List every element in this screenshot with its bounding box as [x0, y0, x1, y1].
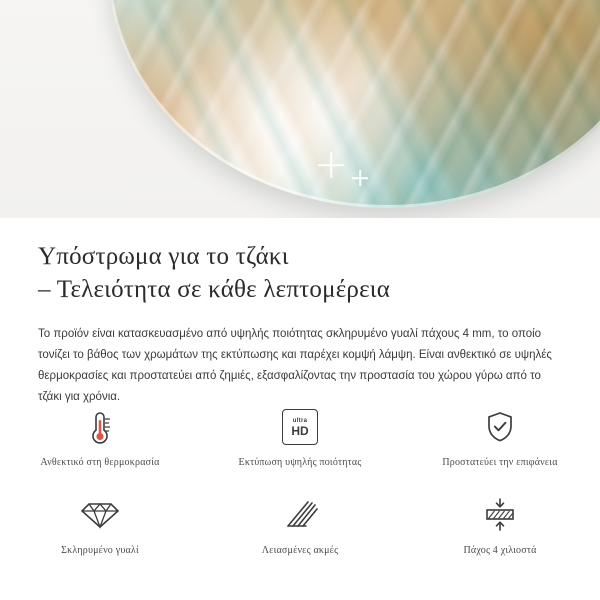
feature-grid	[0, 398, 600, 574]
feature-label: Σκληρυμένο γυαλί	[61, 545, 139, 556]
feature-item-thickness	[400, 486, 600, 574]
polished-edges-icon	[281, 494, 319, 536]
feature-item-temperature	[0, 398, 200, 486]
feature-item-surface-protection	[400, 398, 600, 486]
headline-line-1: Υπόστρωμα για το τζάκι	[38, 243, 289, 270]
page-title	[38, 240, 538, 306]
shield-check-icon	[481, 406, 519, 448]
thermometer-icon	[81, 406, 119, 448]
feature-label: Προστατεύει την επιφάνεια	[442, 457, 558, 468]
feature-label: Ανθεκτικό στη θερμοκρασία	[40, 457, 160, 468]
feature-label: Λειασμένες ακμές	[261, 545, 339, 556]
feature-item-print-quality	[200, 398, 400, 486]
marble-glass-disc-icon	[108, 0, 600, 208]
headline-line-2: – Τελειότητα σε κάθε λεπτομέρεια	[38, 276, 391, 303]
ultra-hd-icon	[282, 406, 318, 448]
ultra-hd-badge-top: ultra	[292, 417, 308, 424]
hero-image	[0, 0, 600, 218]
feature-item-tempered-glass	[0, 486, 200, 574]
description-paragraph: Το προϊόν είναι κατασκευασμένο από υψηλής ποιότητας σκληρυμένο γυαλί πάχους 4 mm, το οποίο τονίζει το βάθος των χρωμάτων της εκτύπωσης και παρέχει κομψή λάμψη. Είναι ανθεκτικό σε υψηλές θερμοκρασίες και προστατεύει από ζημιές, εξασφαλίζοντας την προστασία του χώρου γύρω από το τζάκι για χρόνια.	[38, 328, 552, 403]
content-section	[0, 218, 600, 408]
feature-label: Εκτύπωση υψηλής ποιότητας	[238, 457, 362, 468]
diamond-icon	[80, 494, 120, 536]
ultra-hd-badge-bottom: HD	[291, 423, 309, 438]
thickness-arrows-icon	[479, 494, 521, 536]
feature-item-polished-edges	[200, 486, 400, 574]
feature-label: Πάχος 4 χιλιοστά	[463, 545, 537, 556]
